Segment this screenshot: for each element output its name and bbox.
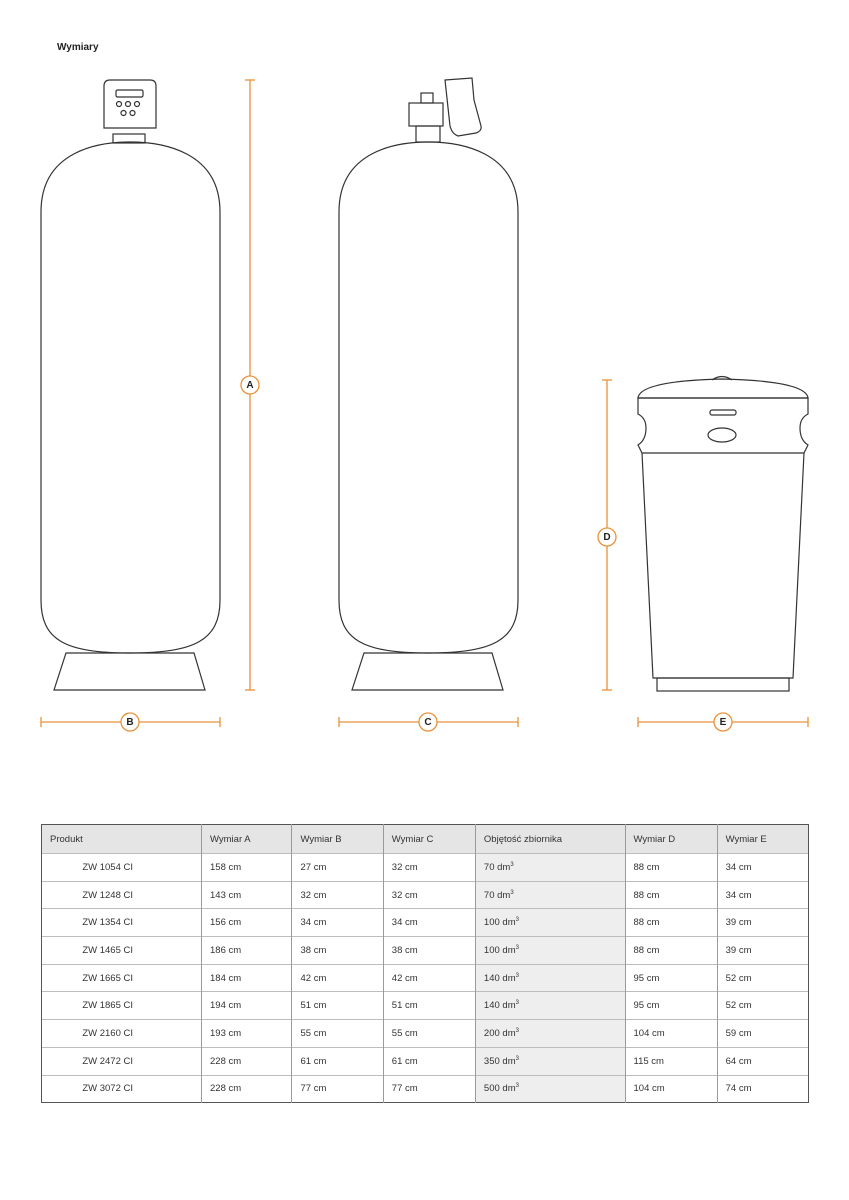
header-wymiar-c: Wymiar C xyxy=(383,825,475,854)
volume-value: 70 xyxy=(483,889,495,901)
cell-volume xyxy=(475,854,625,882)
cell-d: 95 cm xyxy=(625,964,717,992)
volume-unit: dm xyxy=(502,1027,516,1039)
cell-volume xyxy=(475,964,625,992)
cell-produkt: ZW 1865 CI xyxy=(42,992,202,1020)
table-row xyxy=(42,964,809,992)
cell-c: 77 cm xyxy=(383,1075,475,1103)
cell-b: 27 cm xyxy=(292,854,383,882)
tank-base xyxy=(54,653,205,690)
tank-side-view xyxy=(339,78,518,690)
cell-e: 52 cm xyxy=(717,992,808,1020)
table-row xyxy=(42,909,809,937)
cell-d: 88 cm xyxy=(625,881,717,909)
valve-lever xyxy=(445,78,481,136)
volume-unit: dm xyxy=(497,861,511,873)
cell-a: 194 cm xyxy=(202,992,292,1020)
dimension-label-c: C xyxy=(424,717,432,728)
volume-value: 140 xyxy=(483,972,500,984)
header-wymiar-a: Wymiar A xyxy=(202,825,292,854)
table-row xyxy=(42,1075,809,1103)
valve-cap xyxy=(421,93,433,103)
cell-b: 34 cm xyxy=(292,909,383,937)
cell-b: 51 cm xyxy=(292,992,383,1020)
volume-value: 200 xyxy=(483,1027,500,1039)
volume-unit-exponent: 3 xyxy=(515,917,519,924)
dimension-label-b: B xyxy=(126,717,134,728)
cell-produkt: ZW 1354 CI xyxy=(42,909,202,937)
cell-volume xyxy=(475,909,625,937)
cell-produkt: ZW 3072 CI xyxy=(42,1075,202,1103)
volume-unit: dm xyxy=(502,972,516,984)
volume-value: 140 xyxy=(483,1000,500,1012)
cell-a: 184 cm xyxy=(202,964,292,992)
cell-volume xyxy=(475,937,625,965)
brine-lid xyxy=(638,379,808,398)
cell-b: 38 cm xyxy=(292,937,383,965)
table-row xyxy=(42,854,809,882)
volume-unit-exponent: 3 xyxy=(515,1027,519,1034)
cell-e: 64 cm xyxy=(717,1047,808,1075)
cell-e: 39 cm xyxy=(717,937,808,965)
table-row xyxy=(42,881,809,909)
cell-c: 42 cm xyxy=(383,964,475,992)
volume-unit-exponent: 3 xyxy=(515,1055,519,1062)
cell-volume xyxy=(475,1020,625,1048)
cell-d: 115 cm xyxy=(625,1047,717,1075)
cell-b: 32 cm xyxy=(292,881,383,909)
volume-value: 70 xyxy=(483,861,495,873)
tank-body xyxy=(41,142,220,653)
brine-body xyxy=(642,453,804,678)
table-header-row xyxy=(42,825,809,854)
volume-value: 500 xyxy=(483,1083,500,1095)
cell-d: 88 cm xyxy=(625,909,717,937)
cell-b: 55 cm xyxy=(292,1020,383,1048)
brine-window xyxy=(708,428,736,442)
cell-volume xyxy=(475,881,625,909)
cell-produkt: ZW 2160 CI xyxy=(42,1020,202,1048)
cell-c: 34 cm xyxy=(383,909,475,937)
header-objetosc: Objętość zbiornika xyxy=(475,825,625,854)
brine-handle xyxy=(710,410,736,415)
cell-c: 38 cm xyxy=(383,937,475,965)
volume-unit-exponent: 3 xyxy=(515,1083,519,1090)
valve-display xyxy=(116,90,143,97)
table-row xyxy=(42,937,809,965)
valve-neck xyxy=(416,126,440,142)
cell-volume xyxy=(475,1047,625,1075)
tank-body xyxy=(339,142,518,653)
cell-d: 95 cm xyxy=(625,992,717,1020)
cell-a: 143 cm xyxy=(202,881,292,909)
dimension-label-d: D xyxy=(603,532,611,543)
table-row xyxy=(42,992,809,1020)
cell-c: 61 cm xyxy=(383,1047,475,1075)
cell-b: 77 cm xyxy=(292,1075,383,1103)
cell-produkt: ZW 1054 CI xyxy=(42,854,202,882)
dimensions-table xyxy=(41,824,809,1103)
brine-collar xyxy=(638,398,808,453)
volume-value: 100 xyxy=(483,944,500,956)
cell-a: 156 cm xyxy=(202,909,292,937)
valve-button-icon xyxy=(130,111,135,116)
valve-button-icon xyxy=(126,102,131,107)
cell-b: 42 cm xyxy=(292,964,383,992)
dimension-label-e: E xyxy=(719,717,727,728)
table-row xyxy=(42,1047,809,1075)
volume-unit: dm xyxy=(502,1000,516,1012)
cell-c: 32 cm xyxy=(383,881,475,909)
cell-c: 32 cm xyxy=(383,854,475,882)
tank-base xyxy=(352,653,503,690)
volume-unit: dm xyxy=(502,1055,516,1067)
volume-unit: dm xyxy=(502,917,516,929)
section-title: Wymiary xyxy=(57,42,99,53)
cell-e: 74 cm xyxy=(717,1075,808,1103)
header-produkt: Produkt xyxy=(42,825,202,854)
cell-d: 104 cm xyxy=(625,1020,717,1048)
cell-e: 34 cm xyxy=(717,881,808,909)
header-wymiar-d: Wymiar D xyxy=(625,825,717,854)
cell-c: 51 cm xyxy=(383,992,475,1020)
cell-c: 55 cm xyxy=(383,1020,475,1048)
brine-tank xyxy=(638,377,808,692)
cell-e: 52 cm xyxy=(717,964,808,992)
valve-button-icon xyxy=(135,102,140,107)
cell-d: 88 cm xyxy=(625,937,717,965)
cell-produkt: ZW 1248 CI xyxy=(42,881,202,909)
cell-produkt: ZW 1665 CI xyxy=(42,964,202,992)
valve-body xyxy=(409,103,443,126)
volume-unit-exponent: 3 xyxy=(515,1000,519,1007)
volume-unit-exponent: 3 xyxy=(510,861,514,868)
cell-e: 34 cm xyxy=(717,854,808,882)
cell-a: 228 cm xyxy=(202,1047,292,1075)
volume-unit: dm xyxy=(502,944,516,956)
header-wymiar-e: Wymiar E xyxy=(717,825,808,854)
cell-d: 104 cm xyxy=(625,1075,717,1103)
cell-b: 61 cm xyxy=(292,1047,383,1075)
cell-a: 228 cm xyxy=(202,1075,292,1103)
volume-unit-exponent: 3 xyxy=(510,889,514,896)
tank-front-view xyxy=(41,80,220,690)
cell-a: 193 cm xyxy=(202,1020,292,1048)
table-row xyxy=(42,1020,809,1048)
brine-base xyxy=(657,678,789,691)
volume-value: 100 xyxy=(483,917,500,929)
volume-unit: dm xyxy=(502,1083,516,1095)
cell-e: 39 cm xyxy=(717,909,808,937)
volume-unit: dm xyxy=(497,889,511,901)
valve-button-icon xyxy=(121,111,126,116)
volume-unit-exponent: 3 xyxy=(515,972,519,979)
cell-volume xyxy=(475,992,625,1020)
cell-produkt: ZW 1465 CI xyxy=(42,937,202,965)
volume-unit-exponent: 3 xyxy=(515,944,519,951)
cell-d: 88 cm xyxy=(625,854,717,882)
cell-produkt: ZW 2472 CI xyxy=(42,1047,202,1075)
cell-e: 59 cm xyxy=(717,1020,808,1048)
cell-a: 158 cm xyxy=(202,854,292,882)
cell-a: 186 cm xyxy=(202,937,292,965)
dimension-label-a: A xyxy=(246,380,254,391)
volume-value: 350 xyxy=(483,1055,500,1067)
valve-button-icon xyxy=(117,102,122,107)
header-wymiar-b: Wymiar B xyxy=(292,825,383,854)
cell-volume xyxy=(475,1075,625,1103)
